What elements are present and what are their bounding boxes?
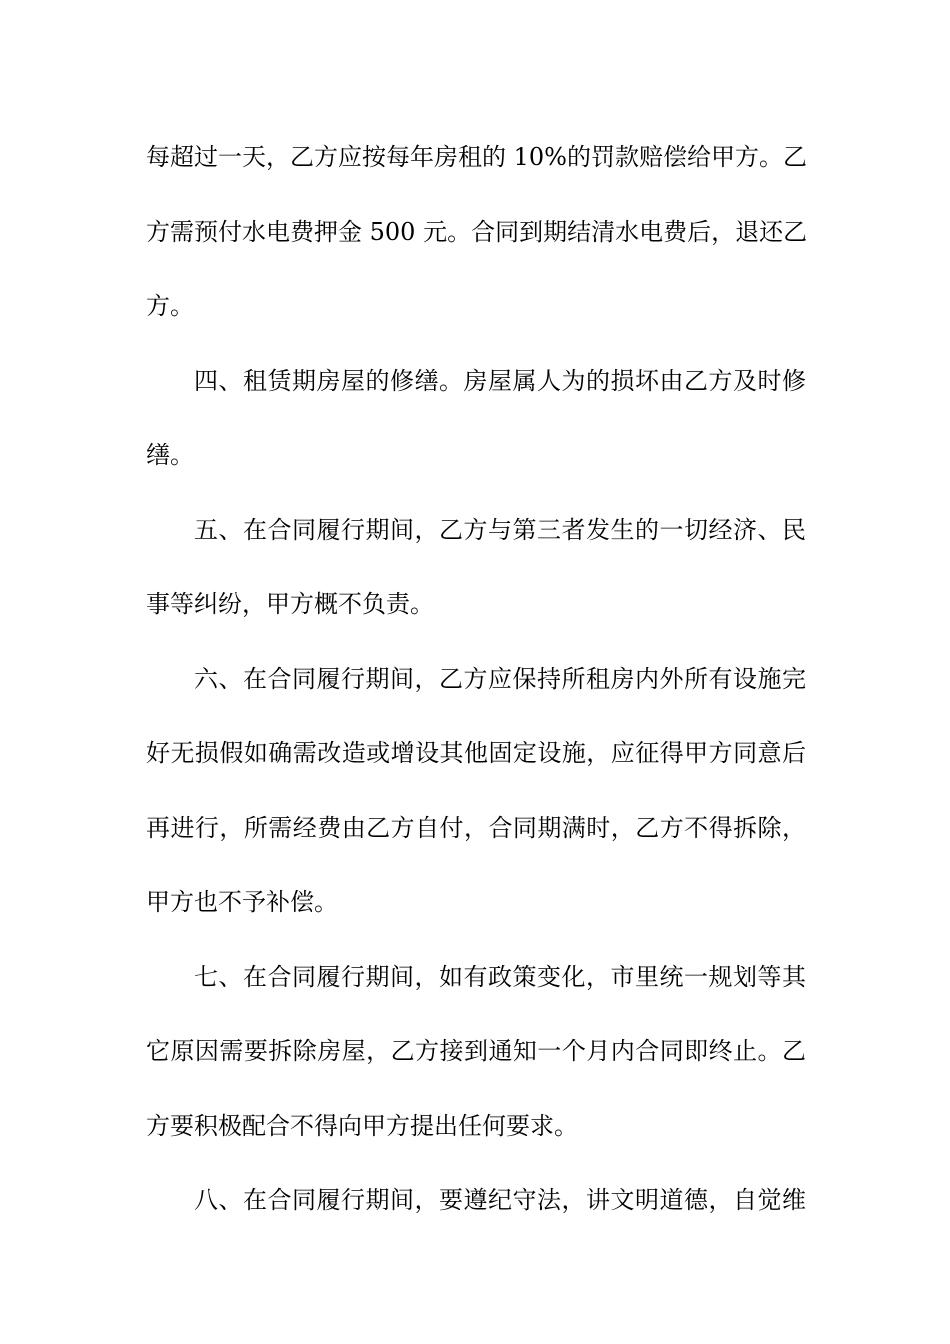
text-line: 它原因需要拆除房屋，乙方接到通知一个月内合同即终止。乙 [146,1037,806,1065]
text-line: 每超过一天，乙方应按每年房租的 10%的罚款赔偿给甲方。乙 [146,143,807,171]
paragraph-clause-4 [146,356,806,505]
text-line: 四、租赁期房屋的修缮。房屋属人为的损坏由乙方及时修 [194,366,806,395]
paragraph-clause-7 [146,952,806,1176]
text-line: 再进行，所需经费由乙方自付，合同期满时，乙方不得拆除， [146,813,806,842]
text-line: 事等纠纷，甲方概不负责。 [146,590,434,618]
text-line: 五、在合同履行期间，乙方与第三者发生的一切经济、民 [194,515,806,544]
document-body [146,132,806,1250]
text-line: 八、在合同履行期间，要遵纪守法，讲文明道德，自觉维 [194,1186,806,1214]
text-line: 六、在合同履行期间，乙方应保持所租房内外所有设施完 [194,664,806,693]
text-line: 好无损假如确需改造或增设其他固定设施，应征得甲方同意后 [146,739,806,767]
text-line: 缮。 [146,441,194,469]
paragraph-clause-8 [146,1175,806,1250]
text-line: 七、在合同履行期间，如有政策变化，市里统一规划等其 [194,962,806,991]
text-line: 方需预付水电费押金 500 元。合同到期结清水电费后，退还乙 [146,217,808,246]
text-line: 甲方也不予补偿。 [146,888,338,916]
paragraph-clause-5 [146,505,806,654]
paragraph-clause-6 [146,654,806,952]
paragraph-penalty-deposit [146,132,806,356]
text-line: 方。 [146,292,194,320]
text-line: 方要积极配合不得向甲方提出任何要求。 [146,1111,578,1140]
